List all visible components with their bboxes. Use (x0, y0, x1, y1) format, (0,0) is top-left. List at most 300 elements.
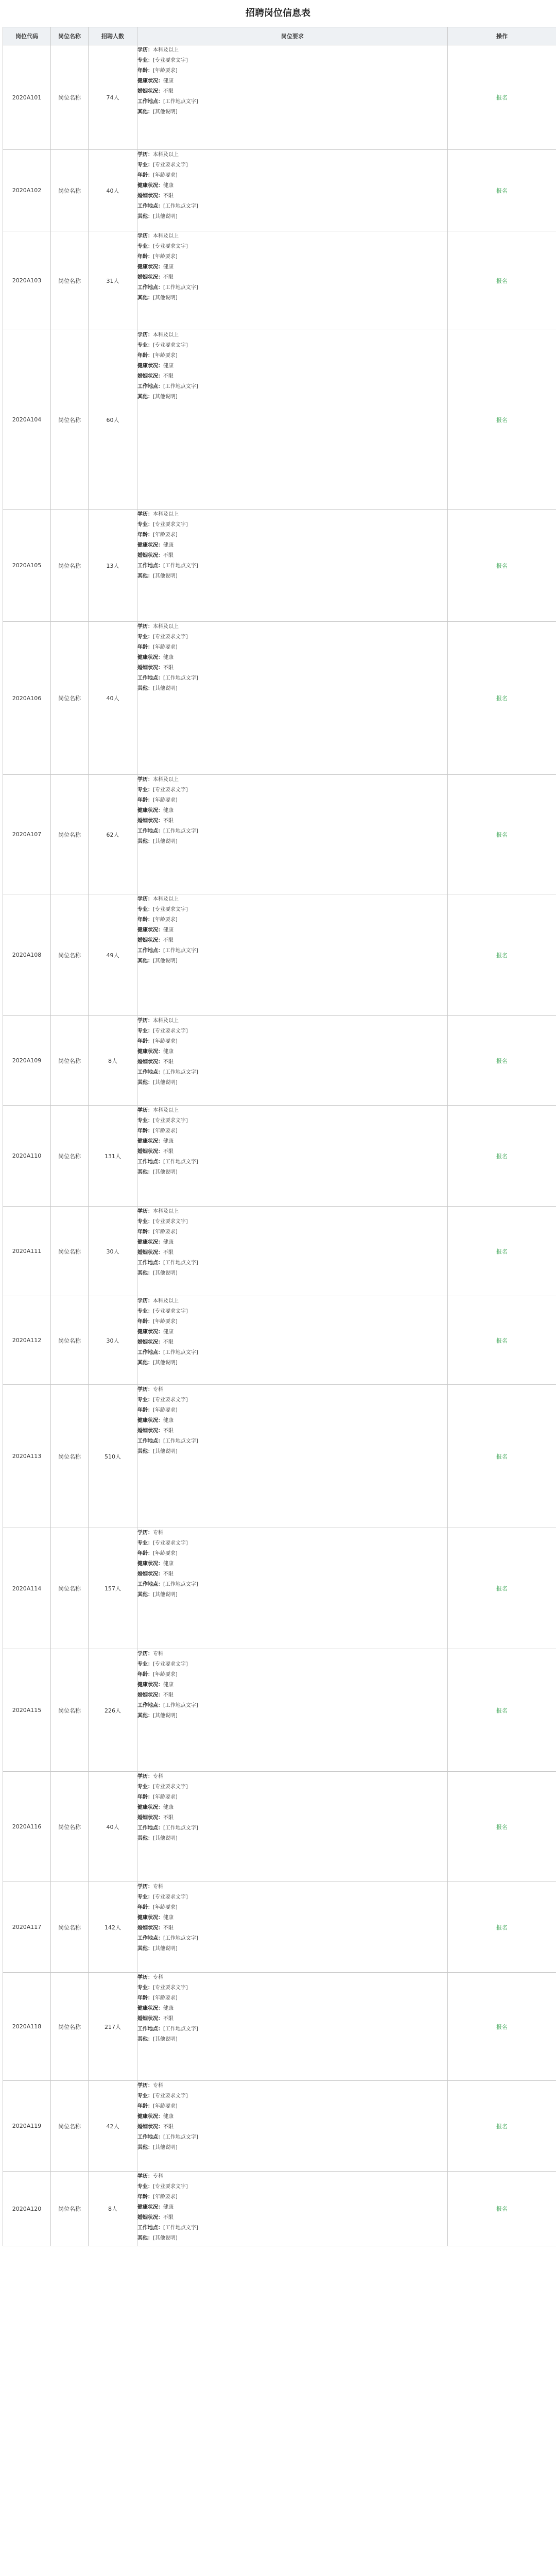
apply-link[interactable]: 报名 (496, 416, 508, 423)
req-label: 年龄： (137, 2104, 153, 2109)
action-cell (448, 330, 556, 510)
req-label: 学历： (137, 777, 153, 783)
req-work-location (137, 2132, 447, 2143)
table-row (3, 1772, 556, 1882)
job-count: 30人 (89, 1296, 137, 1385)
req-label: 专业： (137, 1028, 153, 1034)
req-health (137, 1238, 447, 1248)
req-education (137, 894, 447, 905)
action-cell (448, 1649, 556, 1772)
req-value: 健康 (163, 183, 173, 189)
req-value: [其他说明] (153, 958, 178, 964)
req-value: [其他说明] (153, 1836, 178, 1841)
req-education (137, 775, 447, 785)
req-label: 专业： (137, 634, 153, 640)
req-value: [年龄要求] (153, 2104, 178, 2109)
req-value: [专业要求文字] (153, 1894, 188, 1900)
req-education (137, 1106, 447, 1116)
job-code: 2020A120 (3, 2172, 51, 2246)
req-value: [工作地点文字] (163, 1936, 198, 1941)
req-work-location (137, 1436, 447, 1447)
req-education (137, 1207, 447, 1217)
job-name: 岗位名称 (51, 231, 89, 330)
apply-link[interactable]: 报名 (496, 277, 508, 284)
req-label: 专业： (137, 1219, 153, 1225)
req-label: 年龄： (137, 353, 153, 359)
req-label: 学历： (137, 624, 153, 630)
job-name: 岗位名称 (51, 775, 89, 894)
req-value: 不限 (163, 938, 173, 943)
req-work-location (137, 1157, 447, 1167)
page-title: 招聘岗位信息表 (246, 8, 310, 19)
apply-link[interactable]: 报名 (496, 952, 508, 959)
req-marriage (137, 2213, 447, 2223)
apply-link[interactable]: 报名 (496, 695, 508, 702)
req-value: 本科及以上 (153, 1108, 179, 1113)
req-value: [专业要求文字] (153, 2093, 188, 2099)
job-requirements (137, 894, 448, 1016)
action-cell (448, 1882, 556, 1973)
action-cell (448, 231, 556, 330)
job-requirements (137, 510, 448, 622)
req-value: [工作地点文字] (163, 675, 198, 681)
req-label: 年龄： (137, 1551, 153, 1556)
action-cell (448, 775, 556, 894)
req-label: 其他： (137, 295, 153, 301)
req-label: 年龄： (137, 173, 153, 178)
req-value: [年龄要求] (153, 1551, 178, 1556)
req-major (137, 1983, 447, 1993)
req-label: 其他： (137, 686, 153, 691)
req-marriage (137, 1337, 447, 1348)
req-value: [工作地点文字] (163, 2134, 198, 2140)
apply-link[interactable]: 报名 (496, 2206, 508, 2212)
req-label: 专业： (137, 1540, 153, 1546)
req-marriage (137, 936, 447, 946)
table-row (3, 1106, 556, 1207)
job-requirements (137, 1016, 448, 1106)
job-count: 49人 (89, 894, 137, 1016)
req-label: 年龄： (137, 1039, 153, 1044)
action-cell (448, 1528, 556, 1649)
req-value: [其他说明] (153, 1360, 178, 1366)
req-value: [其他说明] (153, 1449, 178, 1454)
req-label: 工作地点： (137, 384, 163, 389)
req-value: 健康 (163, 363, 173, 369)
req-age (137, 2192, 447, 2202)
req-label: 健康状况： (137, 1915, 163, 1921)
req-education (137, 1772, 447, 1782)
req-value: [工作地点文字] (163, 828, 198, 834)
table-body (3, 45, 556, 2246)
req-education (137, 231, 447, 242)
req-age (137, 2102, 447, 2112)
job-code: 2020A113 (3, 1385, 51, 1528)
req-health (137, 181, 447, 191)
req-value: [年龄要求] (153, 798, 178, 803)
job-code: 2020A109 (3, 1016, 51, 1106)
req-label: 学历： (137, 2083, 153, 2089)
req-label: 健康状况： (137, 1139, 163, 1144)
req-work-location (137, 2223, 447, 2233)
apply-link[interactable]: 报名 (496, 1337, 508, 1344)
req-value: 不限 (163, 665, 173, 671)
req-age (137, 1670, 447, 1680)
req-value: [年龄要求] (153, 1128, 178, 1134)
table-row (3, 1296, 556, 1385)
req-value: 健康 (163, 808, 173, 814)
action-cell (448, 1385, 556, 1528)
req-label: 其他： (137, 1946, 153, 1952)
req-label: 学历： (137, 1884, 153, 1890)
job-requirements (137, 231, 448, 330)
apply-link[interactable]: 报名 (496, 1823, 508, 1831)
req-value: 本科及以上 (153, 152, 179, 158)
req-label: 健康状况： (137, 655, 163, 660)
job-name: 岗位名称 (51, 1207, 89, 1296)
req-education (137, 1296, 447, 1307)
table-row (3, 622, 556, 775)
table-row (3, 1882, 556, 1973)
req-value: [其他说明] (153, 1270, 178, 1276)
req-label: 年龄： (137, 1794, 153, 1800)
job-count: 31人 (89, 231, 137, 330)
req-value: 专科 (153, 2174, 163, 2179)
req-education (137, 1973, 447, 1983)
req-value: 健康 (163, 1139, 173, 1144)
table-row (3, 45, 556, 150)
req-marriage (137, 1426, 447, 1436)
req-label: 年龄： (137, 1229, 153, 1235)
apply-link[interactable]: 报名 (496, 1585, 508, 1592)
apply-link[interactable]: 报名 (496, 1707, 508, 1714)
header-action: 操作 (448, 27, 556, 45)
req-major (137, 1217, 447, 1227)
table-row (3, 1385, 556, 1528)
req-work-location (137, 1934, 447, 1944)
job-requirements (137, 1528, 448, 1649)
req-label: 专业： (137, 1118, 153, 1124)
job-count: 42人 (89, 2081, 137, 2172)
req-label: 年龄： (137, 645, 153, 650)
apply-link[interactable]: 报名 (496, 2123, 508, 2130)
req-health (137, 653, 447, 663)
job-name: 岗位名称 (51, 1106, 89, 1207)
req-label: 工作地点： (137, 285, 163, 291)
apply-link[interactable]: 报名 (496, 1248, 508, 1255)
job-code: 2020A111 (3, 1207, 51, 1296)
job-name: 岗位名称 (51, 894, 89, 1016)
job-count: 60人 (89, 330, 137, 510)
req-value: 不限 (163, 2016, 173, 2022)
apply-link[interactable]: 报名 (496, 1057, 508, 1064)
job-requirements (137, 150, 448, 231)
req-major (137, 242, 447, 252)
req-education (137, 1385, 447, 1395)
req-value: 健康 (163, 1240, 173, 1245)
job-requirements (137, 1649, 448, 1772)
req-label: 工作地点： (137, 1350, 163, 1355)
req-label: 健康状况： (137, 927, 163, 933)
req-value: 不限 (163, 1250, 173, 1256)
req-note (137, 837, 447, 847)
job-requirements (137, 2172, 448, 2246)
req-major (137, 2182, 447, 2192)
req-marriage (137, 1690, 447, 1701)
job-count: 226人 (89, 1649, 137, 1772)
job-code: 2020A117 (3, 1882, 51, 1973)
apply-link[interactable]: 报名 (496, 1153, 508, 1160)
action-cell (448, 1296, 556, 1385)
req-label: 年龄： (137, 1905, 153, 1910)
req-label: 婚姻状况： (137, 1428, 163, 1434)
req-value: [其他说明] (153, 839, 178, 844)
apply-link[interactable]: 报名 (496, 94, 508, 101)
req-value: [专业要求文字] (153, 1028, 188, 1034)
req-marriage (137, 87, 447, 97)
req-label: 专业： (137, 907, 153, 912)
req-age (137, 642, 447, 653)
req-label: 专业： (137, 343, 153, 348)
req-major (137, 2091, 447, 2102)
req-label: 学历： (137, 1209, 153, 1214)
req-label: 学历： (137, 896, 153, 902)
req-label: 其他： (137, 1836, 153, 1841)
req-work-location (137, 673, 447, 684)
req-value: 健康 (163, 78, 173, 84)
apply-link[interactable]: 报名 (496, 2023, 508, 2030)
action-cell (448, 894, 556, 1016)
req-label: 学历： (137, 152, 153, 158)
req-value: [年龄要求] (153, 68, 178, 74)
req-marriage (137, 1923, 447, 1934)
job-requirements (137, 775, 448, 894)
job-requirements (137, 45, 448, 150)
req-label: 其他： (137, 1713, 153, 1719)
req-value: 本科及以上 (153, 1298, 179, 1304)
table-row (3, 150, 556, 231)
apply-link[interactable]: 报名 (496, 187, 508, 194)
job-requirements (137, 622, 448, 775)
req-marriage (137, 663, 447, 673)
req-label: 专业： (137, 787, 153, 793)
req-value: 健康 (163, 1915, 173, 1921)
req-marriage (137, 551, 447, 561)
job-requirements (137, 2081, 448, 2172)
header-code: 岗位代码 (3, 27, 51, 45)
req-note (137, 107, 447, 117)
req-label: 学历： (137, 332, 153, 338)
job-requirements (137, 1207, 448, 1296)
job-count: 74人 (89, 45, 137, 150)
req-label: 婚姻状况： (137, 1692, 163, 1698)
table-row (3, 2081, 556, 2172)
req-note (137, 212, 447, 222)
req-health (137, 262, 447, 273)
req-label: 工作地点： (137, 99, 163, 105)
req-value: [专业要求文字] (153, 1784, 188, 1790)
apply-link[interactable]: 报名 (496, 1924, 508, 1931)
req-education (137, 2172, 447, 2182)
req-work-location (137, 946, 447, 956)
req-value: 不限 (163, 2124, 173, 2130)
req-label: 学历： (137, 1298, 153, 1304)
req-education (137, 1528, 447, 1538)
req-value: 专科 (153, 1884, 163, 1890)
req-label: 学历： (137, 1387, 153, 1393)
req-age (137, 171, 447, 181)
req-major (137, 785, 447, 795)
req-health (137, 806, 447, 816)
req-health (137, 925, 447, 936)
req-label: 健康状况： (137, 78, 163, 84)
req-work-location (137, 2024, 447, 2035)
job-count: 13人 (89, 510, 137, 622)
req-label: 健康状况： (137, 2006, 163, 2011)
req-note (137, 1078, 447, 1088)
req-age (137, 915, 447, 925)
job-requirements (137, 1973, 448, 2081)
req-label: 健康状况： (137, 1561, 163, 1567)
table-row (3, 894, 556, 1016)
table-header-row (3, 27, 556, 45)
req-label: 年龄： (137, 1319, 153, 1325)
req-label: 其他： (137, 2145, 153, 2150)
req-work-location (137, 1701, 447, 1711)
job-count: 40人 (89, 1772, 137, 1882)
req-major (137, 160, 447, 171)
job-code: 2020A119 (3, 2081, 51, 2172)
req-label: 专业： (137, 1662, 153, 1667)
req-value: [工作地点文字] (163, 2026, 198, 2032)
apply-link[interactable]: 报名 (496, 1453, 508, 1460)
req-value: 本科及以上 (153, 777, 179, 783)
req-health (137, 1803, 447, 1813)
req-label: 年龄： (137, 2194, 153, 2200)
job-count: 142人 (89, 1882, 137, 1973)
req-note (137, 684, 447, 694)
job-code: 2020A105 (3, 510, 51, 622)
req-label: 年龄： (137, 532, 153, 538)
req-label: 专业： (137, 1894, 153, 1900)
req-marriage (137, 2122, 447, 2132)
req-education (137, 1016, 447, 1026)
req-label: 工作地点： (137, 1825, 163, 1831)
req-value: 健康 (163, 1805, 173, 1810)
req-value: [年龄要求] (153, 254, 178, 260)
req-health (137, 1559, 447, 1569)
req-work-location (137, 1258, 447, 1268)
req-value: 健康 (163, 1329, 173, 1335)
header-count: 招聘人数 (89, 27, 137, 45)
req-value: [专业要求文字] (153, 1118, 188, 1124)
req-value: 不限 (163, 1815, 173, 1821)
req-label: 其他： (137, 1080, 153, 1086)
job-requirements (137, 1772, 448, 1882)
req-major (137, 1026, 447, 1037)
job-name: 岗位名称 (51, 2172, 89, 2246)
req-label: 婚姻状况： (137, 1815, 163, 1821)
req-marriage (137, 371, 447, 382)
req-label: 专业： (137, 1397, 153, 1403)
req-marriage (137, 2014, 447, 2024)
req-health (137, 1047, 447, 1057)
req-label: 专业： (137, 1784, 153, 1790)
req-label: 健康状况： (137, 543, 163, 548)
req-label: 学历： (137, 512, 153, 517)
req-value: 本科及以上 (153, 624, 179, 630)
req-marriage (137, 1147, 447, 1157)
req-note (137, 392, 447, 402)
req-label: 健康状况： (137, 1805, 163, 1810)
req-label: 年龄： (137, 1995, 153, 2001)
req-label: 工作地点： (137, 563, 163, 569)
req-age (137, 1037, 447, 1047)
req-value: [年龄要求] (153, 1995, 178, 2001)
apply-link[interactable]: 报名 (496, 562, 508, 569)
req-value: [年龄要求] (153, 645, 178, 650)
req-health (137, 1913, 447, 1923)
req-age (137, 66, 447, 76)
job-name: 岗位名称 (51, 622, 89, 775)
job-name: 岗位名称 (51, 1296, 89, 1385)
req-label: 工作地点： (137, 2026, 163, 2032)
req-label: 婚姻状况： (137, 1925, 163, 1931)
table-row (3, 1973, 556, 2081)
req-label: 工作地点： (137, 1159, 163, 1165)
req-work-location (137, 1823, 447, 1834)
req-label: 其他： (137, 1270, 153, 1276)
req-label: 其他： (137, 1592, 153, 1598)
req-label: 其他： (137, 394, 153, 400)
req-value: 本科及以上 (153, 896, 179, 902)
apply-link[interactable]: 报名 (496, 831, 508, 838)
jobs-table (3, 27, 556, 2246)
req-value: 不限 (163, 1692, 173, 1698)
job-name: 岗位名称 (51, 2081, 89, 2172)
req-label: 工作地点： (137, 1260, 163, 1266)
req-label: 健康状况： (137, 363, 163, 369)
req-label: 工作地点： (137, 1582, 163, 1587)
req-value: 本科及以上 (153, 332, 179, 338)
job-code: 2020A110 (3, 1106, 51, 1207)
req-marriage (137, 1813, 447, 1823)
req-note (137, 1590, 447, 1600)
req-note (137, 956, 447, 967)
req-health (137, 1137, 447, 1147)
job-requirements (137, 1882, 448, 1973)
req-health (137, 540, 447, 551)
req-health (137, 2202, 447, 2213)
job-name: 岗位名称 (51, 45, 89, 150)
job-count: 157人 (89, 1528, 137, 1649)
req-value: [专业要求文字] (153, 787, 188, 793)
req-value: [工作地点文字] (163, 1260, 198, 1266)
req-label: 学历： (137, 2174, 153, 2179)
req-label: 健康状况： (137, 1329, 163, 1335)
action-cell (448, 1106, 556, 1207)
req-health (137, 76, 447, 87)
req-label: 工作地点： (137, 948, 163, 954)
action-cell (448, 2172, 556, 2246)
req-value: [专业要求文字] (153, 244, 188, 249)
req-label: 专业： (137, 2184, 153, 2190)
req-note (137, 1834, 447, 1844)
req-label: 其他： (137, 214, 153, 219)
req-value: [工作地点文字] (163, 1159, 198, 1165)
req-value: [年龄要求] (153, 1319, 178, 1325)
job-code: 2020A103 (3, 231, 51, 330)
